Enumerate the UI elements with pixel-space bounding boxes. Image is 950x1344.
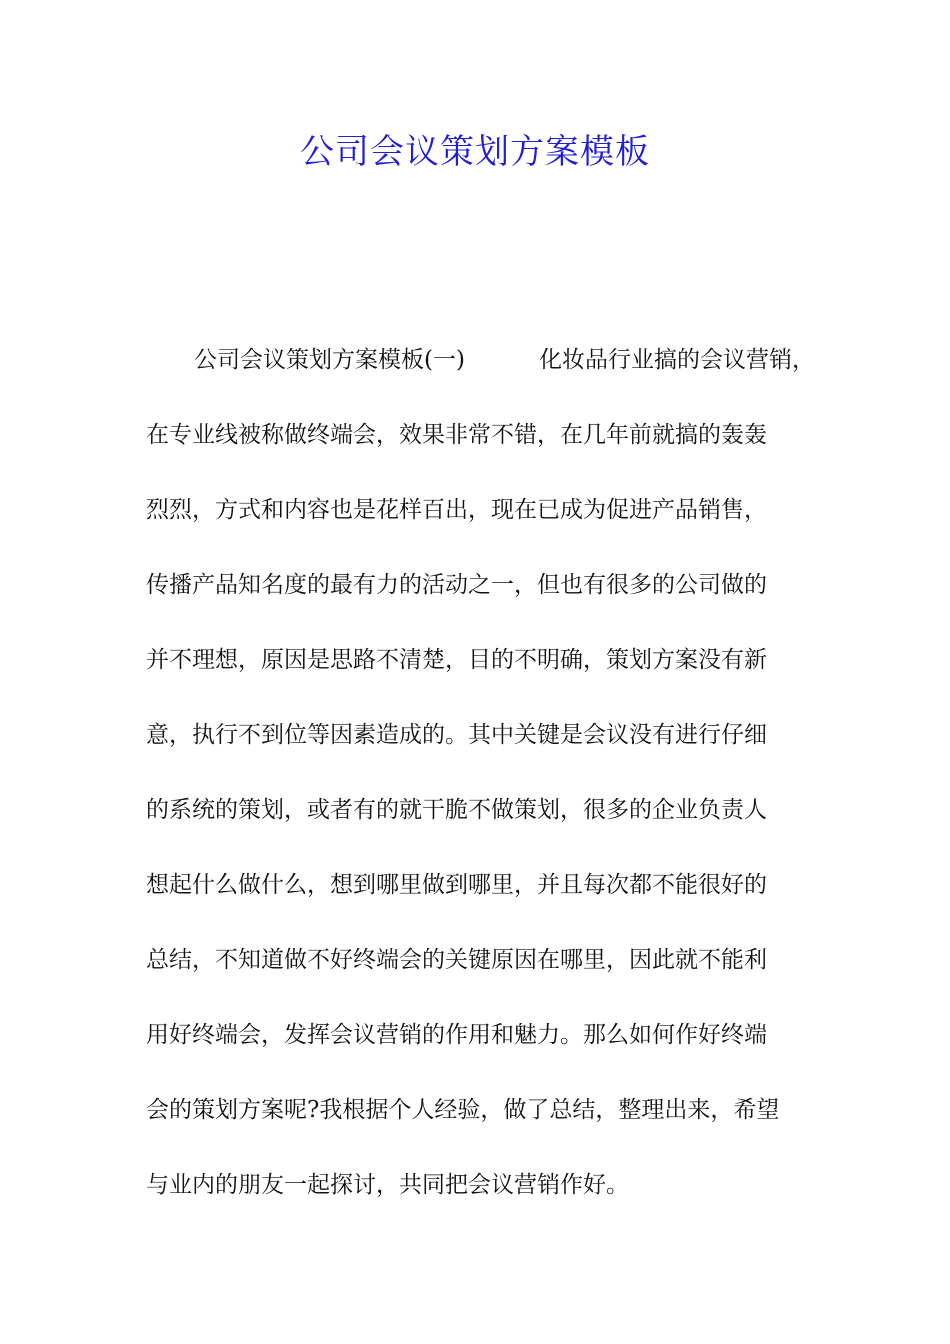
- paragraph-line: 的系统的策划，或者有的就干脆不做策划，很多的企业负责人: [146, 797, 767, 823]
- paragraph-line: 在专业线被称做终端会，效果非常不错，在几年前就搞的轰轰: [146, 422, 767, 448]
- paragraph-line: 总结，不知道做不好终端会的关键原因在哪里，因此就不能利: [146, 947, 767, 973]
- paragraph-text: 化妆品行业搞的会议营销，: [539, 347, 815, 373]
- paragraph-line: 想起什么做什么，想到哪里做到哪里，并且每次都不能很好的: [146, 872, 767, 898]
- document-title: 公司会议策划方案模板: [300, 132, 650, 172]
- paragraph-line: 意，执行不到位等因素造成的。其中关键是会议没有进行仔细: [146, 722, 767, 748]
- paragraph-line: 传播产品知名度的最有力的活动之一，但也有很多的公司做的: [146, 572, 767, 598]
- paragraph-line: 用好终端会，发挥会议营销的作用和魅力。那么如何作好终端: [146, 1022, 767, 1048]
- paragraph-line: 会的策划方案呢?我根据个人经验，做了总结，整理出来，希望: [146, 1097, 780, 1123]
- section-heading-inline: 公司会议策划方案模板(一): [194, 347, 465, 373]
- paragraph-line: 烈烈，方式和内容也是花样百出，现在已成为促进产品销售，: [146, 497, 767, 523]
- paragraph-line: 与业内的朋友一起探讨，共同把会议营销作好。: [146, 1172, 629, 1198]
- paragraph-line: 并不理想，原因是思路不清楚，目的不明确，策划方案没有新: [146, 647, 767, 673]
